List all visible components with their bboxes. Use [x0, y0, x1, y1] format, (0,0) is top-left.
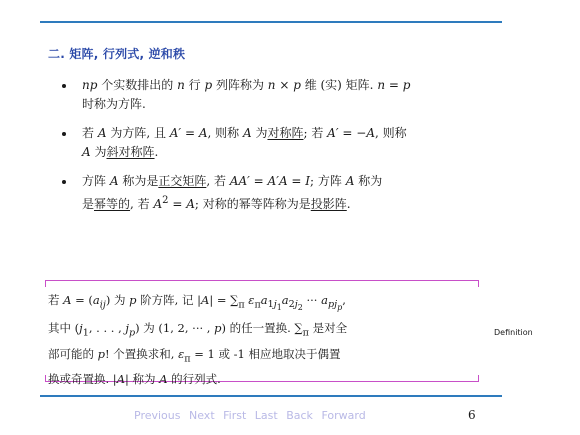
bullet-orthogonal — [68, 172, 488, 214]
page-number: 6 — [468, 408, 476, 422]
bullet-dot — [62, 132, 66, 136]
bullet-list — [68, 76, 488, 214]
definition-line: 其中 ($j_1$, . . . , $j_p$) 为 (1, 2, ··· , p) 的任一置换. $\sum_\pi$ 是对全 — [48, 321, 348, 339]
bullet-dot — [62, 84, 66, 88]
bullet-line: 是幂等的, 若 $A^2 = A$; 对称的幂等阵称为是投影阵. — [82, 195, 351, 211]
navigation-bar — [134, 409, 371, 422]
bottom-rule — [40, 395, 502, 397]
bullet-line: np 个实数排出的 n 行 p 列阵称为 n × p 维 (实) 矩阵. n = p — [82, 78, 411, 92]
definition-line: 若 $A = (a_{ij})$ 为 p 阶方阵, 记 $|A| = \sum_\pi$ $\varepsilon_\pi a_{1j_1}a_{2j_2}$ ··· $a_{pj_p}$, — [48, 293, 346, 313]
top-rule — [40, 21, 502, 23]
nav-last-link[interactable]: Last — [254, 409, 278, 422]
nav-back-link[interactable]: Back — [286, 409, 313, 422]
nav-forward-link[interactable]: Forward — [321, 409, 366, 422]
definition-label: Definition — [494, 328, 533, 337]
nav-first-link[interactable]: First — [223, 409, 247, 422]
definition-line: 换或奇置换. |A| 称为 A 的行列式. — [48, 371, 221, 386]
definition-text — [48, 290, 478, 390]
bullet-dot — [62, 180, 66, 184]
definition-line: 部可能的 p! 个置换求和, $\varepsilon_\pi = 1$ 或 -1 相应地取决于偶置 — [48, 346, 341, 364]
bullet-line: 若 A 为方阵, 且 A′ = A, 则称 A 为对称阵; 若 A′ = −A, 则称 — [82, 126, 407, 140]
bullet-line: 时称为方阵. — [82, 97, 146, 111]
section-title: 二. 矩阵, 行列式, 逆和秩 — [48, 47, 186, 61]
nav-next-link[interactable]: Next — [189, 409, 215, 422]
bullet-matrix-def — [68, 76, 488, 114]
nav-previous-link[interactable]: Previous — [134, 409, 181, 422]
bullet-line: 方阵 A 称为是正交矩阵, 若 AA′ = A′A = I; 方阵 A 称为 — [82, 174, 383, 188]
bullet-symmetric — [68, 124, 488, 162]
definition-box — [45, 280, 479, 386]
bullet-line: A 为斜对称阵. — [82, 145, 159, 159]
